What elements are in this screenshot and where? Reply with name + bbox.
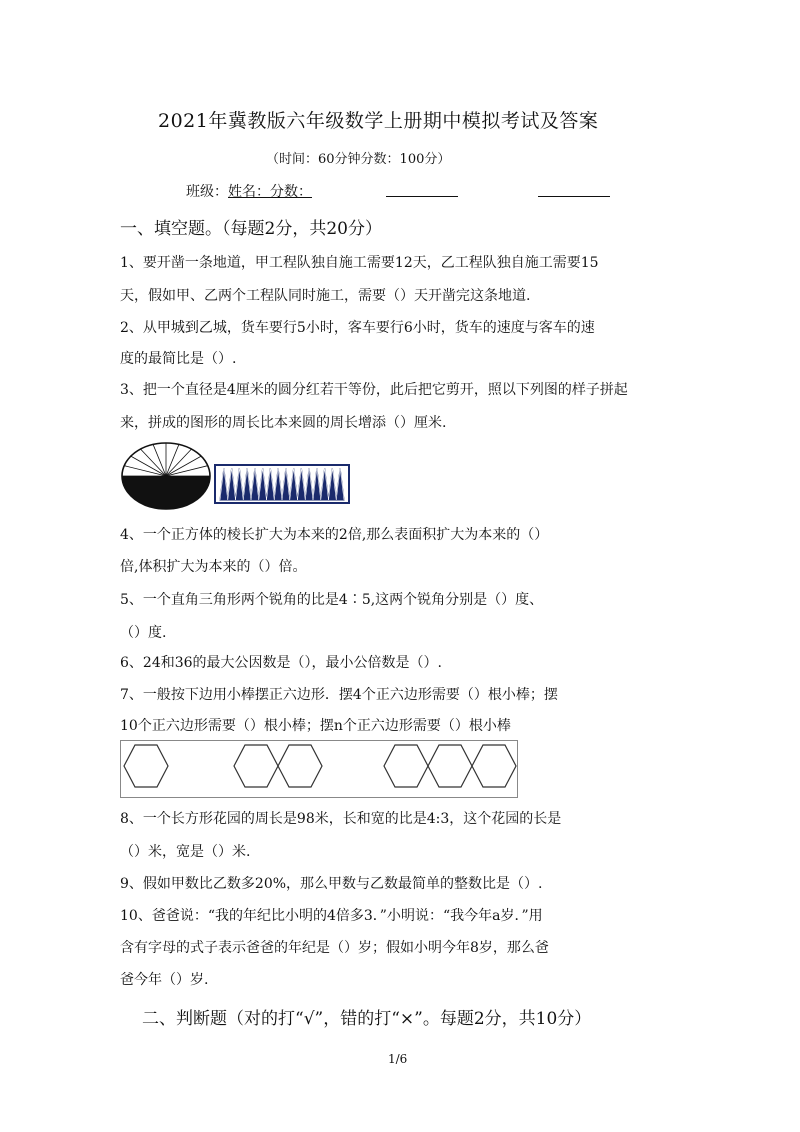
class-label: 班级：	[186, 184, 228, 200]
question-8-line-2: （）米，宽是（）米.	[120, 844, 251, 860]
question-9: 9、假如甲数比乙数多20%，那么甲数与乙数最简单的整数比是（）.	[120, 876, 543, 892]
question-5-line-1: 5、一个直角三角形两个锐角的比是4∶5,这两个锐角分别是（）度、	[120, 592, 544, 608]
question-4-line-1: 4、一个正方体的棱长扩大为本来的2倍,那么表面积扩大为本来的（）	[120, 527, 549, 543]
question-2-line-1: 2、从甲城到乙城，货车要行5小时，客车要行6小时，货车的速度与客车的速	[120, 320, 595, 336]
student-info-line	[186, 181, 312, 201]
question-3-line-2: 来，拼成的图形的周长比本来圆的周长增添（）厘米.	[120, 415, 447, 431]
section-true-false-heading: 二、判断题（对的打“√”，错的打“×”。每题2分，共10分）	[142, 1009, 592, 1029]
question-10-line-1: 10、爸爸说：“我的年纪比小明的4倍多3．”小明说：“我今年a岁．”用	[120, 908, 543, 924]
page-number: 1/6	[388, 1052, 408, 1066]
question-5-line-2: （）度.	[120, 625, 167, 641]
question-2-line-2: 度的最简比是（）.	[120, 351, 237, 367]
name-blank-line[interactable]	[386, 196, 458, 197]
question-4-line-2: 倍,体积扩大为本来的（）倍。	[120, 559, 307, 575]
question-1-line-2: 天，假如甲、乙两个工程队同时施工，需要（）天开凿完这条地道.	[120, 288, 531, 304]
question-6: 6、24和36的最大公因数是（），最小公倍数是（）.	[120, 655, 442, 671]
exam-time-score: （时间：60分钟分数：100分）	[266, 152, 451, 167]
question-1-line-1: 1、要开凿一条地道，甲工程队独自施工需要12天，乙工程队独自施工需要15	[120, 255, 599, 271]
rearranged-sectors-figure	[214, 464, 350, 504]
hexagons-figure	[120, 740, 518, 798]
question-7-line-2: 10个正六边形需要（）根小棒；摆n个正六边形需要（）根小棒	[120, 718, 511, 734]
question-3-line-1: 3、把一个直径是4厘米的圆分红若干等份，此后把它剪开，照以下列图的样子拼起	[120, 382, 628, 398]
score-blank-line[interactable]	[538, 196, 610, 197]
question-10-line-3: 爸今年（）岁.	[120, 972, 209, 988]
circle-sectors-figure	[120, 441, 212, 511]
name-score-label: 姓名：分数：	[228, 184, 312, 200]
page-title: 2021年冀教版六年级数学上册期中模拟考试及答案	[158, 110, 599, 132]
question-8-line-1: 8、一个长方形花园的周长是98米，长和宽的比是4:3，这个花园的长是	[120, 811, 562, 827]
question-7-line-1: 7、一般按下边用小棒摆正六边形．摆4个正六边形需要（）根小棒；摆	[120, 687, 558, 703]
section-fill-in-heading: 一、填空题。（每题2分，共20分）	[120, 219, 382, 239]
question-10-line-2: 含有字母的式子表示爸爸的年纪是（）岁；假如小明今年8岁，那么爸	[120, 940, 549, 956]
